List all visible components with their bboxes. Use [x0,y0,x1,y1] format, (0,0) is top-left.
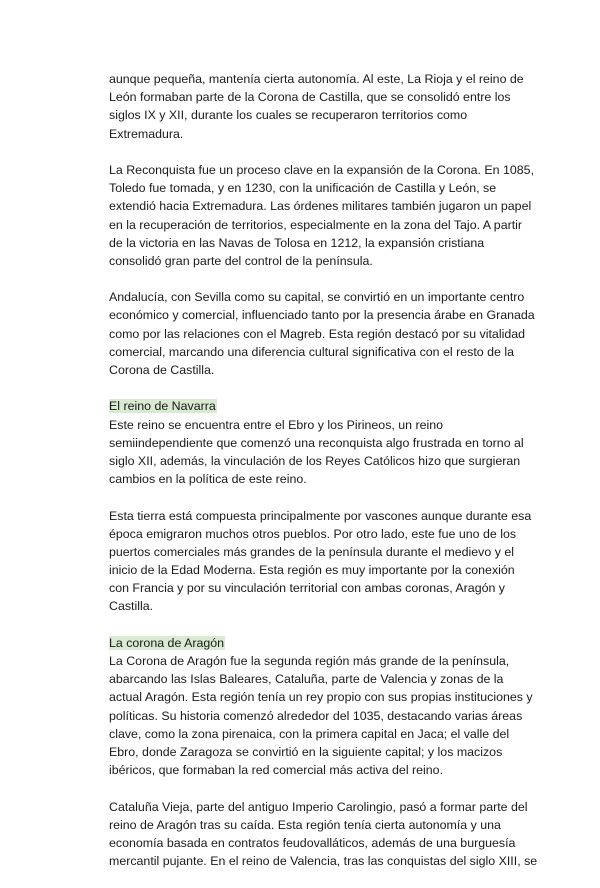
paragraph [109,798,538,871]
document-body [109,70,538,888]
paragraph [109,288,535,379]
paragraph [109,161,535,270]
text-line: políticas. Su historia comenzó alrededor del 1035, destacando varias áreas [109,708,523,723]
text-line: como por las relaciones con el Magreb. Esta región destacó por su vitalidad [109,326,525,341]
text-line: actual Aragón. Esta región tenía un rey propio con sus propias instituciones y [109,690,533,705]
text-line: economía basada en contratos feudovalláticos, además de una burguesía [109,835,516,850]
text-line: Esta tierra está compuesta principalmente por vascones aunque durante esa [109,508,532,523]
section-heading-text: El reino de Navarra [109,399,216,414]
text-line: ibéricos, que formaban la red comercial más activa del reino. [109,763,444,778]
text-line: época emigraron muchos otros pueblos. Por otro lado, este fue uno de los [109,526,517,541]
paragraph [109,416,529,489]
text-line: Corona de Castilla. [109,363,215,377]
text-line: siglo XII, además, la vinculación de los Reyes Católicos hizo que surgieran [109,453,521,468]
section-heading-aragon [109,634,529,652]
text-line: consolidó gran parte del control de la península. [109,253,373,268]
text-line: cambios en la política de este reino. [109,472,307,487]
text-line: comercial, marcando una diferencia cultural significativa con el resto de la [109,344,514,359]
text-line: Castilla. [109,599,154,614]
text-line: Este reino se encuentra entre el Ebro y los Pirineos, un reino [109,417,444,432]
section-heading-text: La corona de Aragón [109,635,225,650]
section-heading-navarra [109,397,529,415]
text-line: semiindependiente que comenzó una reconquista algo frustrada en torno al [109,435,524,450]
text-line: La Reconquista fue un proceso clave en la expansión de la Corona. En 1085, [109,162,535,177]
paragraph [109,70,529,143]
text-line: Ebro, donde Zaragoza se convirtió en la siguiente capital; y los macizos [109,744,503,759]
text-line: extendió hacia Extremadura. Las órdenes militares también jugaron un papel [109,199,532,214]
text-line: de la victoria en las Navas de Tolosa en 1212, la expansión cristiana [109,235,485,250]
paragraph [109,652,533,779]
text-line: abarcando las Islas Baleares, Cataluña, parte de Valencia y zonas de la [109,672,504,687]
text-line: con Francia y por su vinculación territorial con ambas coronas, Aragón y [109,581,506,596]
text-line: reino de Aragón tras su caída. Esta región tenía cierta autonomía y una [109,817,501,832]
text-line: clave, como la zona pirenaica, con la primera capital en Jaca; el valle del [109,726,510,741]
text-line: aunque pequeña, mantenía cierta autonomía. Al este, La Rioja y el reino de [109,72,524,86]
text-line: puertos comerciales más grandes de la península durante el medievo y el [109,544,514,559]
text-line: Cataluña Vieja, parte del antiguo Imperio Carolingio, pasó a formar parte del [109,799,528,814]
text-line: Andalucía, con Sevilla como su capital, se convirtió en un importante centro [109,290,525,305]
text-line: siglos IX y XII, durante los cuales se recuperaron territorios como [109,108,468,123]
text-line: La Corona de Aragón fue la segunda región más grande de la península, [109,654,510,668]
text-line: inicio de la Edad Moderna. Esta región es muy importante por la conexión [109,563,515,578]
text-line: León formaban parte de la Corona de Castilla, que se consolidó entre los [109,90,511,105]
text-line: en la recuperación de territorios, especialmente en la zona del Tajo. A partir [109,217,523,232]
paragraph [109,507,532,616]
text-line: mercantil pujante. En el reino de Valencia, tras las conquistas del siglo XIII, se [109,854,538,869]
text-line: económico y comercial, influenciado tanto por la presencia árabe en Granada [109,308,535,323]
text-line: Toledo fue tomada, y en 1230, con la unificación de Castilla y León, se [109,181,497,196]
text-line: Extremadura. [109,126,184,141]
